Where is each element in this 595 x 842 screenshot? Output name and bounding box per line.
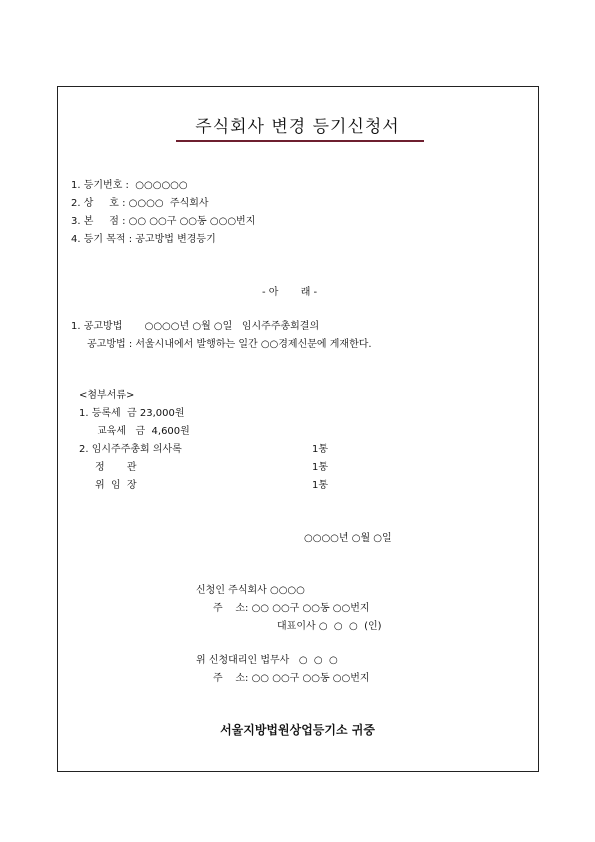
attachment-fee-registration: 1. 등록세 금 23,000원 <box>79 408 185 419</box>
attachment-doc-count: 1통 <box>312 480 329 491</box>
attachment-doc-name: 정 관 <box>95 462 137 473</box>
section-heading: - 아 래 - <box>262 287 318 298</box>
attachment-doc-name: 위 임 장 <box>95 480 137 491</box>
title-underline <box>176 140 424 142</box>
attachment-doc-name: 2. 임시주주총회 의사록 <box>79 444 182 455</box>
recipient-office: 서울지방법원상업등기소 귀중 <box>220 723 375 737</box>
header-item-purpose: 4. 등기 목적 : 공고방법 변경등기 <box>71 234 216 245</box>
header-item-registration-number: 1. 등기번호 : ○○○○○○ <box>71 180 188 191</box>
agent-address: 주 소: ○○ ○○구 ○○동 ○○번지 <box>213 673 370 684</box>
attachment-doc-count: 1통 <box>312 462 329 473</box>
attachment-doc-count: 1통 <box>312 444 329 455</box>
header-item-head-office: 3. 본 점 : ○○ ○○구 ○○동 ○○○번지 <box>71 216 256 227</box>
applicant-representative: 대표이사 ○ ○ ○ (인) <box>277 621 382 632</box>
detail-line-1: 1. 공고방법 ○○○○년 ○월 ○일 임시주주총회결의 <box>71 321 320 332</box>
document-title: 주식회사 변경 등기신청서 <box>195 117 400 137</box>
application-date: ○○○○년 ○월 ○일 <box>304 533 392 544</box>
header-item-company-name: 2. 상 호 : ○○○○ 주식회사 <box>71 198 209 209</box>
applicant-name: 신청인 주식회사 ○○○○ <box>196 585 305 596</box>
attachments-heading: <첨부서류> <box>79 390 135 401</box>
applicant-address: 주 소: ○○ ○○구 ○○동 ○○번지 <box>213 603 370 614</box>
detail-line-2: 공고방법 : 서울시내에서 발행하는 일간 ○○경제신문에 게재한다. <box>87 339 372 350</box>
attachment-fee-education: 교육세 금 4,600원 <box>97 426 190 437</box>
agent-name: 위 신청대리인 법무사 ○ ○ ○ <box>196 655 338 666</box>
